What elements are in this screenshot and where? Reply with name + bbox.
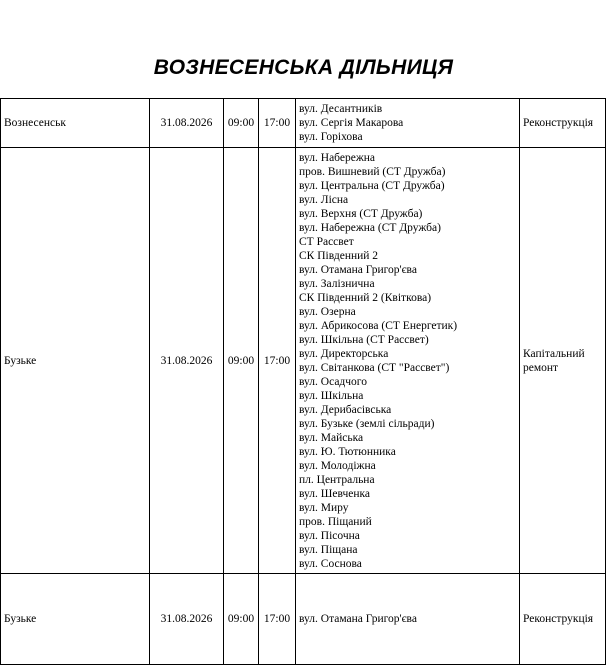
street-item: вул. Верхня (СТ Дружба) (299, 207, 423, 220)
street-item: вул. Дерибасівська (299, 403, 392, 416)
streets-cell (296, 148, 520, 574)
street-item: вул. Абрикосова (СТ Енергетик) (299, 319, 458, 332)
time-to-cell: 17:00 (259, 148, 296, 574)
street-item: вул. Шкільна (СТ Рассвет) (299, 333, 429, 346)
time-from-cell: 09:00 (224, 574, 259, 665)
streets-cell (296, 99, 520, 148)
street-item: вул. Шевченка (299, 487, 371, 500)
street-item: вул. Миру (299, 501, 349, 514)
street-item: вул. Набережна (299, 151, 376, 164)
street-item: СТ Рассвет (299, 235, 354, 248)
street-item: СК Південний 2 (Квіткова) (299, 291, 432, 304)
street-item: СК Південний 2 (299, 249, 379, 262)
work-type-cell: Реконструкція (520, 574, 606, 665)
date-cell: 31.08.2026 (150, 148, 224, 574)
street-item: вул. Горіхова (299, 131, 363, 143)
street-item: вул. Піщана (299, 543, 358, 556)
page-title: ВОЗНЕСЕНСЬКА ДІЛЬНИЦЯ (153, 56, 454, 79)
street-item: пров. Вишневий (СТ Дружба) (299, 165, 446, 178)
settlement-cell: Вознесенськ (1, 99, 150, 148)
street-item: пров. Піщаний (299, 515, 372, 528)
work-type-cell: Реконструкція (520, 99, 606, 148)
street-item: вул. Отамана Григор'єва (299, 613, 417, 625)
street-item: вул. Набережна (СТ Дружба) (299, 221, 441, 234)
time-to-cell: 17:00 (259, 99, 296, 148)
time-to-cell: 17:00 (259, 574, 296, 665)
street-item: вул. Соснова (299, 557, 362, 570)
street-item: вул. Директорська (299, 347, 389, 360)
street-item: вул. Озерна (299, 305, 356, 318)
street-item: пл. Центральна (299, 473, 375, 486)
settlement-cell: Бузьке (1, 574, 150, 665)
street-item: вул. Сергія Макарова (299, 117, 404, 129)
work-type-cell: Капітальний ремонт (520, 148, 606, 574)
date-cell: 31.08.2026 (150, 99, 224, 148)
table-row (1, 148, 606, 574)
streets-cell (296, 574, 520, 665)
street-item: вул. Залізнична (299, 277, 375, 290)
street-item: вул. Світанкова (СТ "Рассвет") (299, 361, 450, 374)
street-item: вул. Молодіжна (299, 459, 376, 472)
street-item: вул. Ю. Тютюнника (299, 445, 396, 458)
table-row (1, 574, 606, 665)
street-item: вул. Центральна (СТ Дружба) (299, 179, 445, 192)
outage-table (0, 98, 606, 665)
street-item: вул. Отамана Григор'єва (299, 263, 417, 276)
street-item: вул. Десантників (299, 103, 383, 115)
settlement-cell: Бузьке (1, 148, 150, 574)
time-from-cell: 09:00 (224, 99, 259, 148)
time-from-cell: 09:00 (224, 148, 259, 574)
street-item: вул. Бузьке (землі сільради) (299, 417, 435, 430)
date-cell: 31.08.2026 (150, 574, 224, 665)
street-item: вул. Лісна (299, 193, 349, 206)
street-item: вул. Шкільна (299, 389, 364, 402)
street-item: вул. Осадчого (299, 375, 367, 388)
street-item: вул. Майська (299, 431, 364, 444)
street-item: вул. Пісочна (299, 529, 360, 542)
table-row (1, 99, 606, 148)
